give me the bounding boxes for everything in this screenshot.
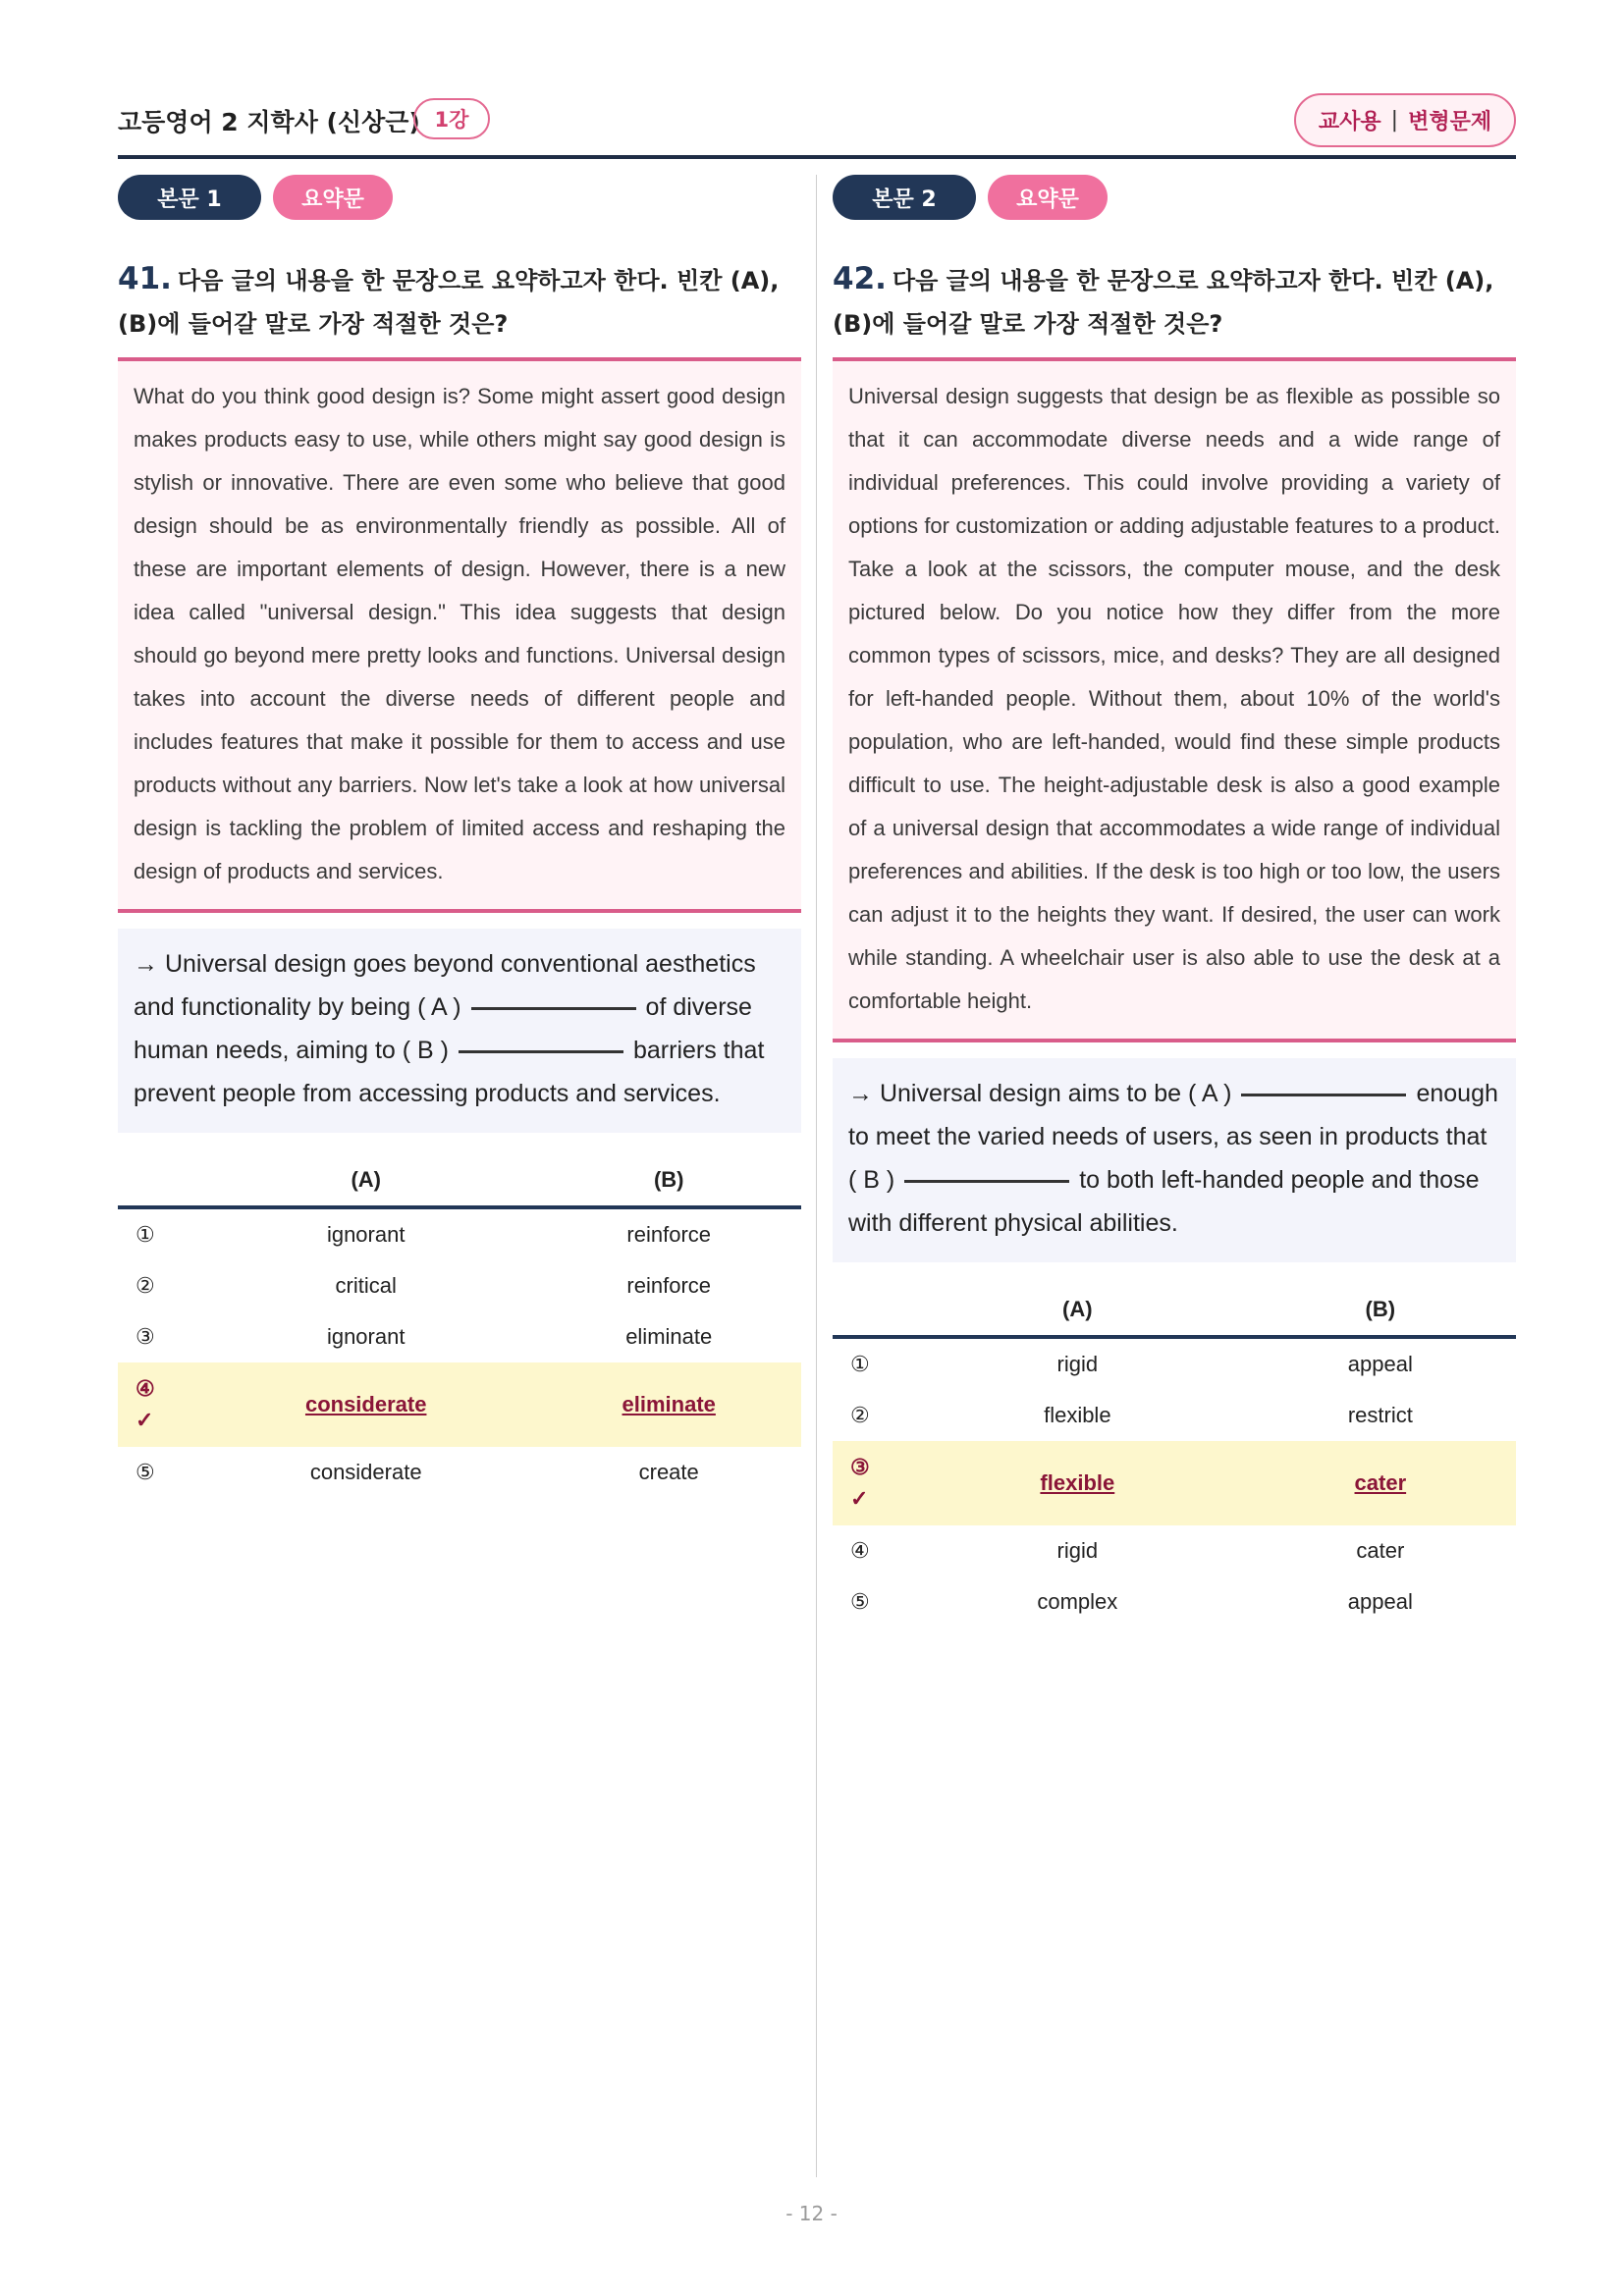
correct-mark bbox=[135, 1373, 155, 1436]
choice-row[interactable] bbox=[118, 1207, 801, 1260]
correct-mark bbox=[850, 1452, 870, 1515]
choices-header-row bbox=[833, 1284, 1516, 1337]
col-a-header: (A) bbox=[910, 1284, 1245, 1337]
choice-a: considerate bbox=[309, 1460, 422, 1484]
choice-a bbox=[910, 1441, 1245, 1525]
choice-row[interactable] bbox=[833, 1337, 1516, 1390]
choice-number: ① bbox=[135, 1222, 155, 1247]
choice-a: rigid bbox=[1056, 1538, 1099, 1563]
choice-b bbox=[1245, 1441, 1516, 1525]
choice-row[interactable] bbox=[833, 1576, 1516, 1628]
num-header bbox=[833, 1284, 910, 1337]
type-tag: 요약문 bbox=[988, 175, 1108, 220]
summary-part-2: enough to meet the varied needs of users, as seen in products that ( B ) bbox=[848, 1080, 1498, 1194]
type-tag: 요약문 bbox=[273, 175, 393, 220]
choice-number: ④ bbox=[135, 1376, 155, 1401]
choice-number: ② bbox=[850, 1403, 870, 1427]
question-tags bbox=[118, 175, 801, 222]
choice-a: ignorant bbox=[326, 1324, 406, 1349]
blank-b bbox=[459, 1050, 623, 1053]
choice-b: reinforce bbox=[626, 1222, 711, 1247]
col-b-header: (B) bbox=[536, 1154, 801, 1207]
choice-b: create bbox=[638, 1460, 699, 1484]
choice-a bbox=[195, 1362, 536, 1447]
choice-number: ② bbox=[135, 1273, 155, 1298]
header-rule bbox=[118, 155, 1516, 159]
summary-part-1: → Universal design goes beyond conventional aesthetics and functionality by being ( A ) bbox=[134, 950, 756, 1021]
correct-answer-b: cater bbox=[1354, 1470, 1407, 1495]
correct-choice-row[interactable] bbox=[118, 1362, 801, 1447]
passage-bottom-rule bbox=[118, 909, 801, 913]
blank-a bbox=[471, 1007, 636, 1010]
choice-b: eliminate bbox=[625, 1324, 713, 1349]
passage-text: Universal design suggests that design be as flexible as possible so that it can accommodate diverse needs and a wide range of individual preferences. This could involve providing a variety of options for customization or adding adjustable features to a product. Take a look at the scissors, the computer mouse, and the desk pictured below. Do you notice how they differ from the more common types of scissors, mice, and desks? They are all designed for left-handed people. Without them, about 10% of the world's population, who are left-handed, would find these simple products difficult to use. The height-adjustable desk is also a good example of a universal design that accommodates a wide range of individual preferences and abilities. If the desk is too high or too low, the users can adjust it to the heights they want. If desired, the user can work while standing. A wheelchair user is also able to use the desk at a comfortable height. bbox=[833, 361, 1516, 1039]
choice-a: complex bbox=[1037, 1589, 1118, 1614]
lesson-badge: 1강 bbox=[413, 98, 490, 139]
check-icon: ✓ bbox=[135, 1408, 154, 1432]
choice-number: ⑤ bbox=[850, 1589, 870, 1614]
choice-b: appeal bbox=[1347, 1352, 1413, 1376]
type-badge-left: 교사용 bbox=[1318, 110, 1381, 134]
choice-b: cater bbox=[1356, 1538, 1405, 1563]
correct-answer-a: flexible bbox=[1040, 1470, 1115, 1495]
choice-number: ③ bbox=[135, 1324, 155, 1349]
choice-a: critical bbox=[335, 1273, 397, 1298]
summary-part-3: to both left-handed people and those with different physical abilities. bbox=[848, 1166, 1480, 1237]
choice-b bbox=[536, 1362, 801, 1447]
summary-part-2: of diverse human needs, aiming to ( B ) bbox=[134, 993, 752, 1064]
passage-text: What do you think good design is? Some might assert good design makes products easy to use, while others might say good design is stylish or innovative. There are even some who believe that good design should be as environmentally friendly as possible. All of these are important elements of design. However, there is a new idea called "universal design." This idea suggests that design should go beyond mere pretty looks and functions. Universal design takes into account the diverse needs of different people and includes features that make it possible for them to access and use products without any barriers. Now let's take a look at how universal design is tackling the problem of limited access and reshaping the design of products and services. bbox=[118, 361, 801, 909]
summary-part-3: barriers that prevent people from accessing products and services. bbox=[134, 1037, 765, 1107]
choice-b: reinforce bbox=[626, 1273, 711, 1298]
answer-choices-table bbox=[833, 1284, 1516, 1628]
choice-row[interactable] bbox=[118, 1311, 801, 1362]
num-header bbox=[118, 1154, 195, 1207]
question-number: 41. bbox=[118, 261, 172, 296]
page-number: - 12 - bbox=[785, 2202, 838, 2225]
col-a-header: (A) bbox=[195, 1154, 536, 1207]
question-number: 42. bbox=[833, 261, 887, 296]
book-title: 고등영어 2 지학사 (신상근) bbox=[118, 108, 420, 136]
answer-choices-table bbox=[118, 1154, 801, 1498]
check-icon: ✓ bbox=[850, 1486, 869, 1511]
question-tags bbox=[833, 175, 1516, 222]
passage-bottom-rule bbox=[833, 1039, 1516, 1042]
column-divider bbox=[816, 175, 817, 2177]
question-prompt bbox=[833, 257, 1516, 346]
passage-tag: 본문 2 bbox=[833, 175, 976, 220]
question-42-column bbox=[833, 175, 1516, 1628]
choice-number: ① bbox=[850, 1352, 870, 1376]
choice-number: ④ bbox=[850, 1538, 870, 1563]
choice-a: rigid bbox=[1056, 1352, 1099, 1376]
choice-number-correct bbox=[118, 1362, 195, 1447]
choices-header-row bbox=[118, 1154, 801, 1207]
page-header bbox=[118, 93, 1516, 150]
type-badge bbox=[1294, 93, 1516, 147]
choice-a: ignorant bbox=[326, 1222, 406, 1247]
choice-row[interactable] bbox=[833, 1525, 1516, 1576]
question-text: 다음 글의 내용을 한 문장으로 요약하고자 한다. 빈칸 (A), (B)에 들어갈 말로 가장 적절한 것은? bbox=[118, 267, 780, 338]
correct-choice-row[interactable] bbox=[833, 1441, 1516, 1525]
correct-answer-b: eliminate bbox=[622, 1392, 716, 1416]
type-badge-right: 변형문제 bbox=[1408, 110, 1492, 134]
question-text: 다음 글의 내용을 한 문장으로 요약하고자 한다. 빈칸 (A), (B)에 들어갈 말로 가장 적절한 것은? bbox=[833, 267, 1494, 338]
blank-b bbox=[904, 1180, 1069, 1183]
choice-b: appeal bbox=[1347, 1589, 1413, 1614]
choice-a: flexible bbox=[1044, 1403, 1111, 1427]
question-41-column bbox=[118, 175, 801, 1498]
type-badge-separator: | bbox=[1390, 108, 1399, 133]
summary-box bbox=[118, 929, 801, 1133]
choice-b: restrict bbox=[1347, 1403, 1413, 1427]
choice-number: ⑤ bbox=[135, 1460, 155, 1484]
summary-box bbox=[833, 1058, 1516, 1262]
blank-a bbox=[1241, 1094, 1406, 1096]
choice-row[interactable] bbox=[118, 1447, 801, 1498]
choice-number-correct bbox=[833, 1441, 910, 1525]
summary-part-1: → Universal design aims to be ( A ) bbox=[848, 1080, 1232, 1107]
choice-number: ③ bbox=[850, 1455, 870, 1479]
correct-answer-a: considerate bbox=[304, 1392, 427, 1416]
question-prompt bbox=[118, 257, 801, 346]
col-b-header: (B) bbox=[1245, 1284, 1516, 1337]
choice-row[interactable] bbox=[118, 1260, 801, 1311]
passage-tag: 본문 1 bbox=[118, 175, 261, 220]
choice-row[interactable] bbox=[833, 1390, 1516, 1441]
